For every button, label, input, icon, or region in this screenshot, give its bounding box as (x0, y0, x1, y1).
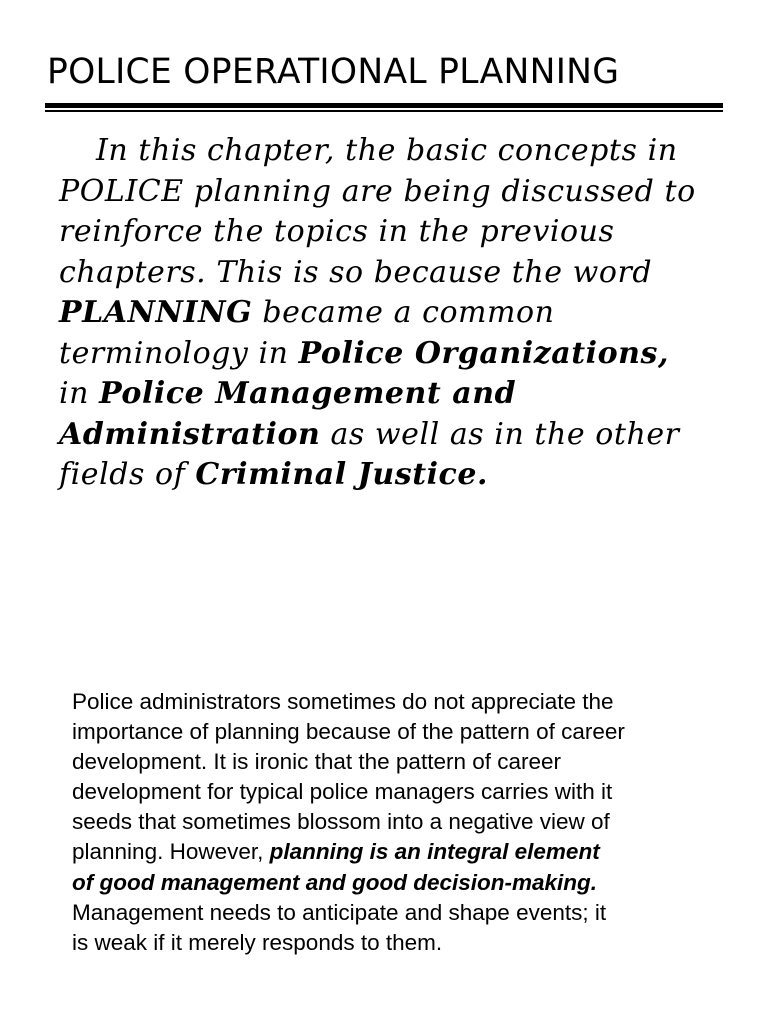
text-run: became a common (252, 295, 555, 330)
page-title: POLICE OPERATIONAL PLANNING (47, 52, 620, 92)
text-run: In this chapter, the basic concepts in (96, 133, 678, 168)
text-run: is weak if it merely responds to them. (72, 929, 443, 955)
emphasized-text: Police Organizations, (298, 335, 669, 371)
text-run: POLICE planning are being discussed to (59, 173, 696, 209)
text-run: reinforce the topics in the previous (59, 214, 615, 249)
text-run: terminology in (59, 335, 299, 371)
text-run: in (59, 376, 100, 411)
emphasized-text: Police Management and (99, 376, 517, 411)
emphasized-text: of good management and good decision-making. (72, 869, 598, 895)
emphasized-text: PLANNING (59, 295, 253, 330)
text-run: development. It is ironic that the pattern of career (72, 749, 562, 775)
text-run: Management needs to anticipate and shape events; it (72, 899, 607, 925)
text-run: seeds that sometimes blossom into a negative view of (72, 809, 610, 835)
text-run: as well as in the other (320, 416, 680, 452)
title-underline-thin (45, 110, 723, 112)
emphasized-text: Criminal Justice. (195, 457, 488, 492)
text-run: Police administrators sometimes do not appreciate the (72, 689, 614, 714)
text-run: fields of (59, 457, 196, 492)
title-underline-thick (45, 103, 723, 108)
text-run: importance of planning because of the pattern of career (72, 719, 625, 745)
body-paragraph (72, 687, 722, 958)
text-run: development for typical police managers carries with it (72, 779, 613, 805)
emphasized-text: Administration (59, 416, 321, 452)
emphasized-text: planning is an integral element (269, 839, 600, 865)
text-run: chapters. This is so because the word (59, 254, 653, 290)
intro-paragraph (59, 131, 727, 496)
text-run: planning. However, (72, 839, 270, 865)
